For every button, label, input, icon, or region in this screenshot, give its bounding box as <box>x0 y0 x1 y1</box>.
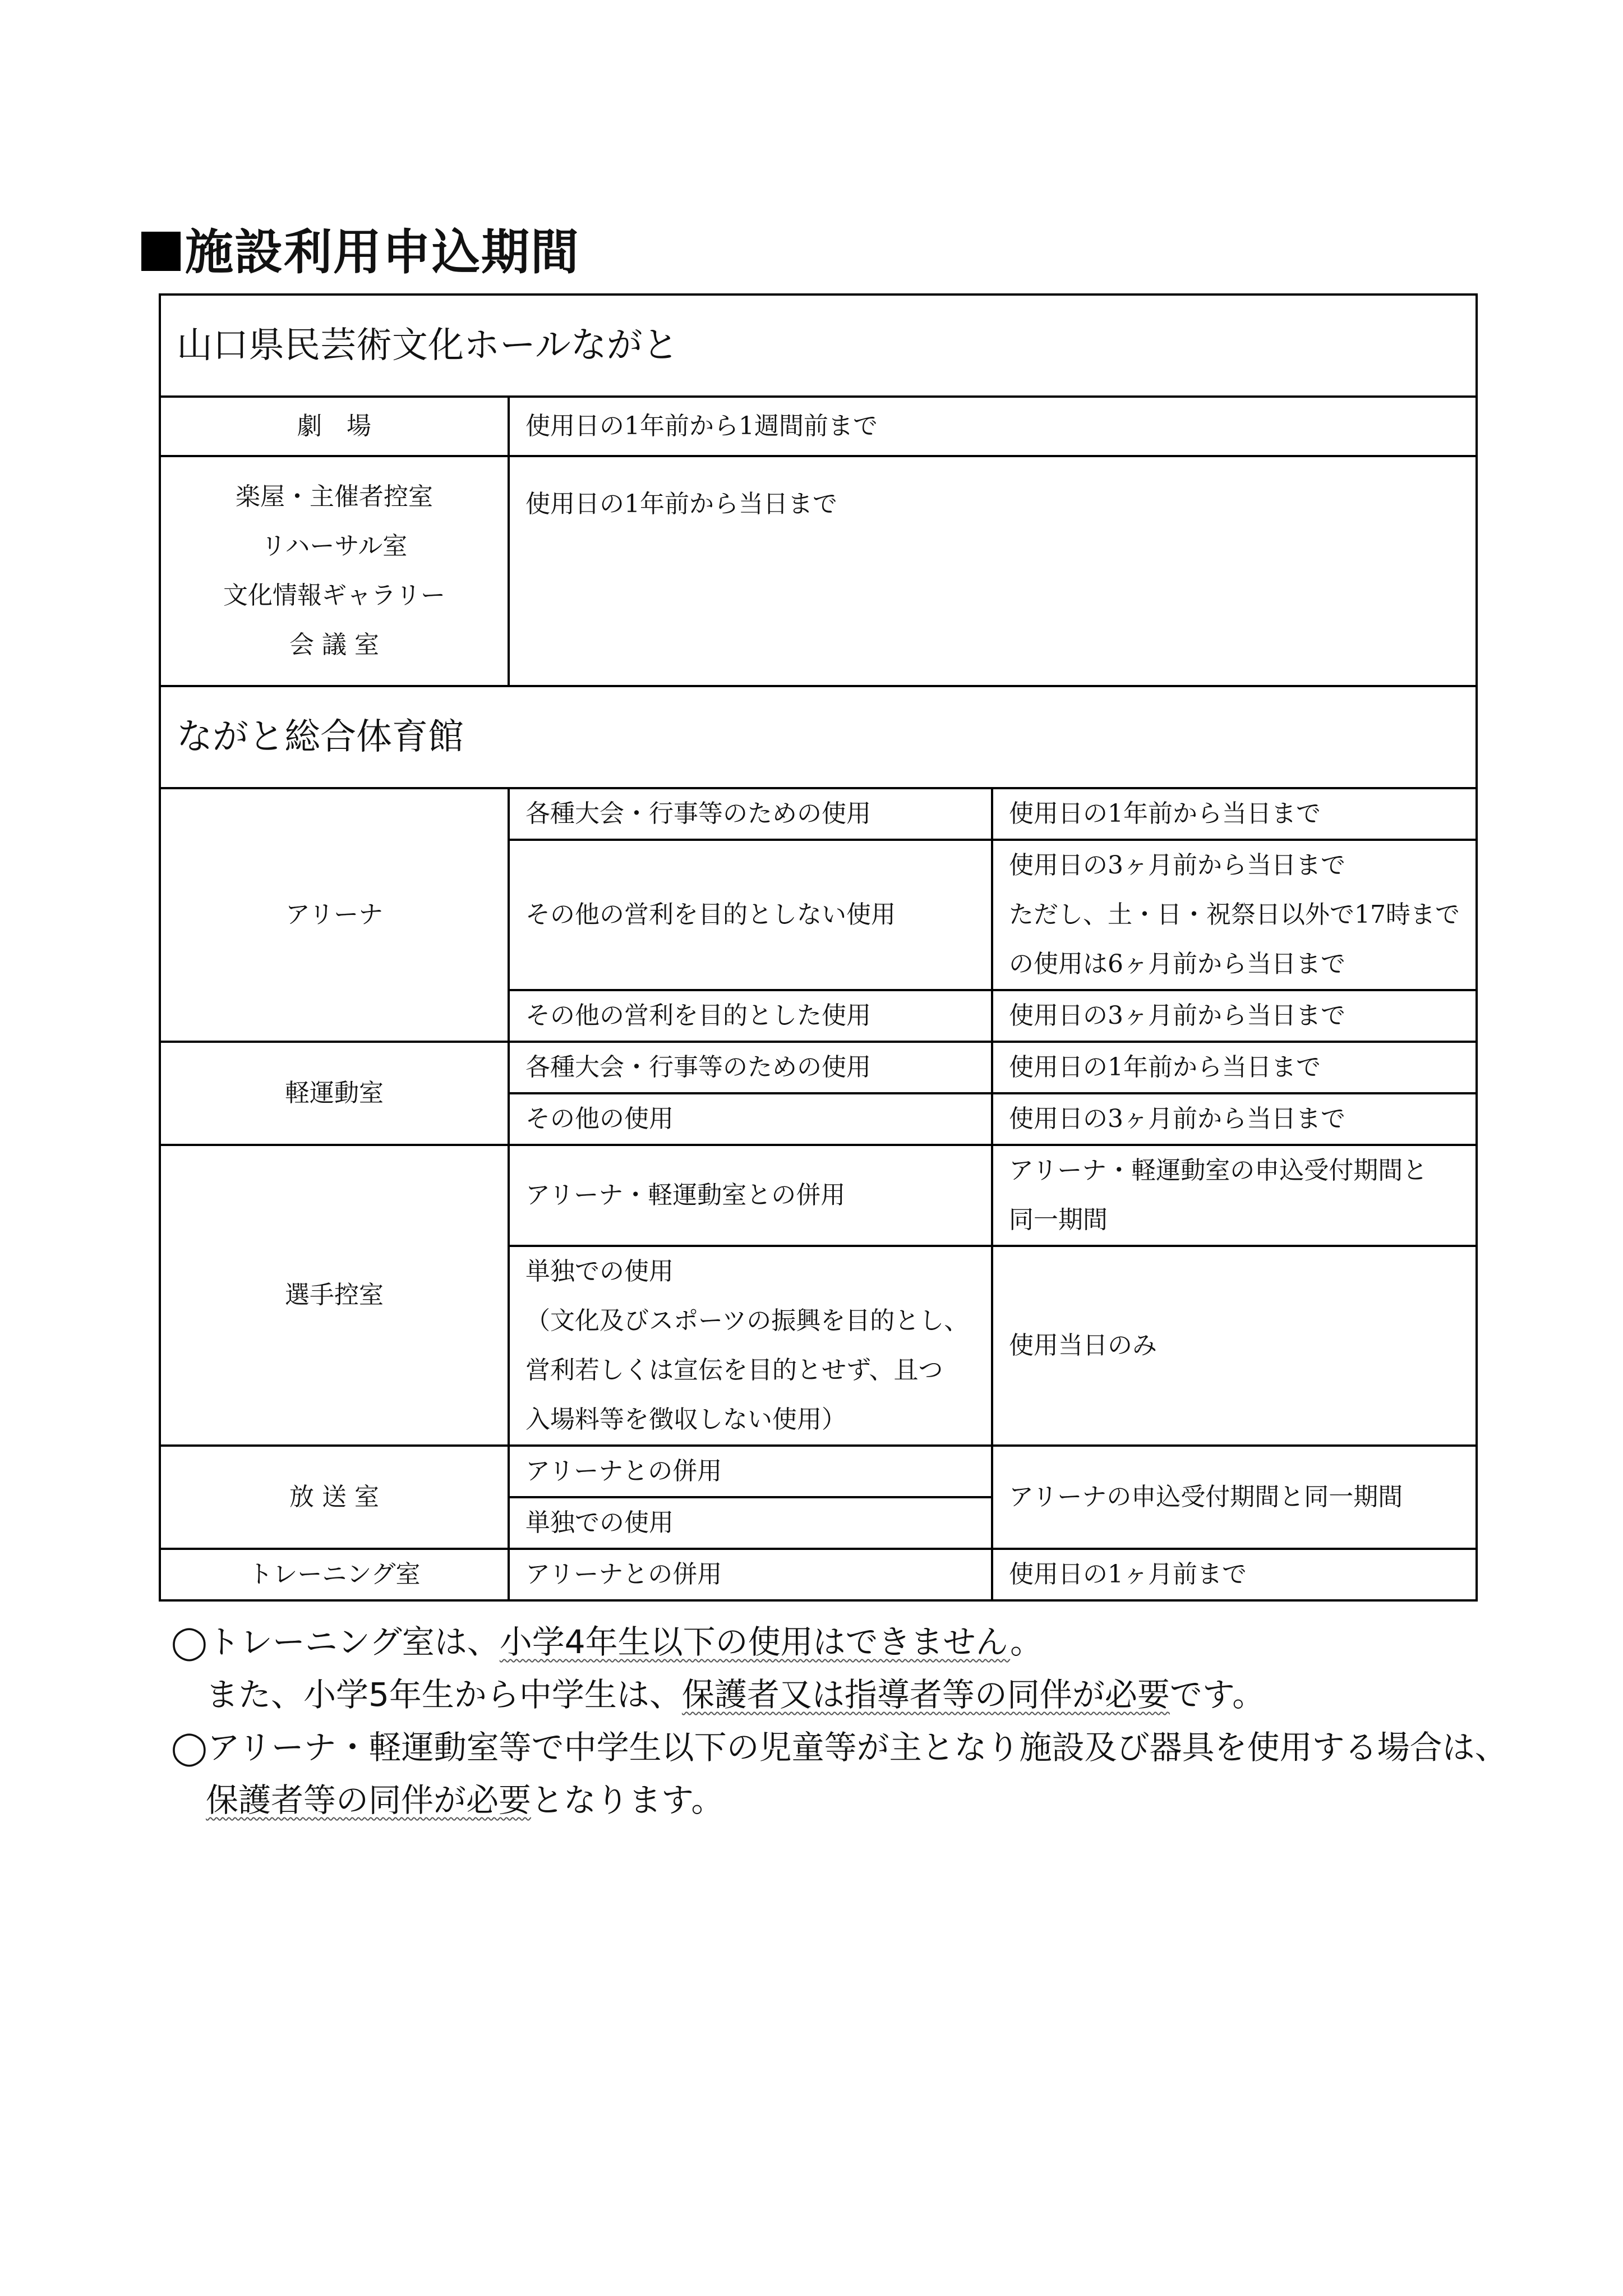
table-row <box>160 686 1477 788</box>
facility-cell-arena: アリーナ <box>160 788 509 1042</box>
note-text: 。 <box>1010 1623 1043 1661</box>
page-title-text: 施設利用申込期間 <box>185 224 580 280</box>
period-line: ただし、土・日・祝祭日以外で17時まで <box>1009 900 1460 929</box>
note-line <box>171 1774 1507 1826</box>
table-row <box>160 295 1477 397</box>
facility-cell-player-room: 選手控室 <box>160 1145 509 1446</box>
facility-cell <box>160 456 509 686</box>
note-text: ◯トレーニング室は、 <box>171 1623 500 1661</box>
facility-line: 楽屋・主催者控室 <box>236 482 433 511</box>
facility-cell-broadcast: 放 送 室 <box>160 1446 509 1549</box>
note-text: また、小学5年生から中学生は、 <box>206 1676 682 1714</box>
period-line: 同一期間 <box>1009 1205 1108 1234</box>
use-cell: 各種大会・行事等のための使用 <box>509 788 992 840</box>
period-line: の使用は6ヶ月前から当日まで <box>1009 950 1345 978</box>
table-row <box>160 397 1477 456</box>
page-title <box>141 213 580 283</box>
use-line: 単独での使用 <box>525 1257 674 1286</box>
use-cell: その他の営利を目的とした使用 <box>509 990 992 1042</box>
facility-cell: 劇 場 <box>160 397 509 456</box>
note-line <box>171 1668 1507 1721</box>
period-cell: アリーナの申込受付期間と同一期間 <box>992 1446 1477 1549</box>
note-line <box>171 1616 1507 1668</box>
period-cell <box>992 1145 1477 1246</box>
period-cell: 使用日の1年前から当日まで <box>992 788 1477 840</box>
use-cell: アリーナとの併用 <box>509 1549 992 1600</box>
facility-cell-light-exercise: 軽運動室 <box>160 1042 509 1145</box>
table-row <box>160 1549 1477 1600</box>
period-line: 使用日の3ヶ月前から当日まで <box>1009 851 1345 880</box>
note-text: ◯アリーナ・軽運動室等で中学生以下の児童等が主となり施設及び器具を使用する場合は、 <box>171 1728 1507 1766</box>
use-cell: その他の使用 <box>509 1093 992 1145</box>
table-row <box>160 788 1477 840</box>
note-line <box>171 1721 1507 1774</box>
facility-line: 文化情報ギャラリー <box>223 581 445 610</box>
facility-line: 会 議 室 <box>289 631 379 659</box>
period-line: アリーナ・軽運動室の申込受付期間と <box>1009 1156 1428 1185</box>
note-text: です。 <box>1169 1676 1265 1714</box>
period-cell <box>992 840 1477 990</box>
section-title-hall: 山口県民芸術文化ホールながと <box>160 295 1477 397</box>
section-title-gym: ながと総合体育館 <box>160 686 1477 788</box>
period-cell: 使用日の1年前から当日まで <box>509 456 1477 686</box>
table-row <box>160 1145 1477 1246</box>
use-line: （文化及びスポーツの振興を目的とし、 <box>525 1306 969 1335</box>
square-bullet-icon <box>141 232 181 271</box>
period-cell: 使用日の3ヶ月前から当日まで <box>992 1093 1477 1145</box>
period-cell: 使用日の1年前から当日まで <box>992 1042 1477 1093</box>
note-emphasis: 保護者等の同伴が必要 <box>206 1781 532 1819</box>
period-cell: 使用当日のみ <box>992 1246 1477 1446</box>
use-cell: アリーナ・軽運動室との併用 <box>509 1145 992 1246</box>
use-line: 入場料等を徴収しない使用） <box>525 1405 846 1434</box>
use-line: 営利若しくは宣伝を目的とせず、且つ <box>525 1356 943 1384</box>
use-cell: その他の営利を目的としない使用 <box>509 840 992 990</box>
use-cell: 単独での使用 <box>509 1497 992 1549</box>
use-cell <box>509 1246 992 1446</box>
period-cell: 使用日の1年前から1週間前まで <box>509 397 1477 456</box>
facility-line: リハーサル室 <box>261 532 408 560</box>
note-emphasis: 小学4年生以下の使用はできません <box>499 1623 1011 1661</box>
note-text: となります。 <box>531 1781 724 1819</box>
application-period-table <box>159 293 1478 1602</box>
facility-cell-training: トレーニング室 <box>160 1549 509 1600</box>
table-row <box>160 1446 1477 1497</box>
period-cell: 使用日の3ヶ月前から当日まで <box>992 990 1477 1042</box>
use-cell: 各種大会・行事等のための使用 <box>509 1042 992 1093</box>
table-row <box>160 456 1477 686</box>
period-cell: 使用日の1ヶ月前まで <box>992 1549 1477 1600</box>
note-emphasis: 保護者又は指導者等の同伴が必要 <box>681 1676 1170 1714</box>
notes <box>171 1616 1507 1826</box>
table-row <box>160 1042 1477 1093</box>
use-cell: アリーナとの併用 <box>509 1446 992 1497</box>
